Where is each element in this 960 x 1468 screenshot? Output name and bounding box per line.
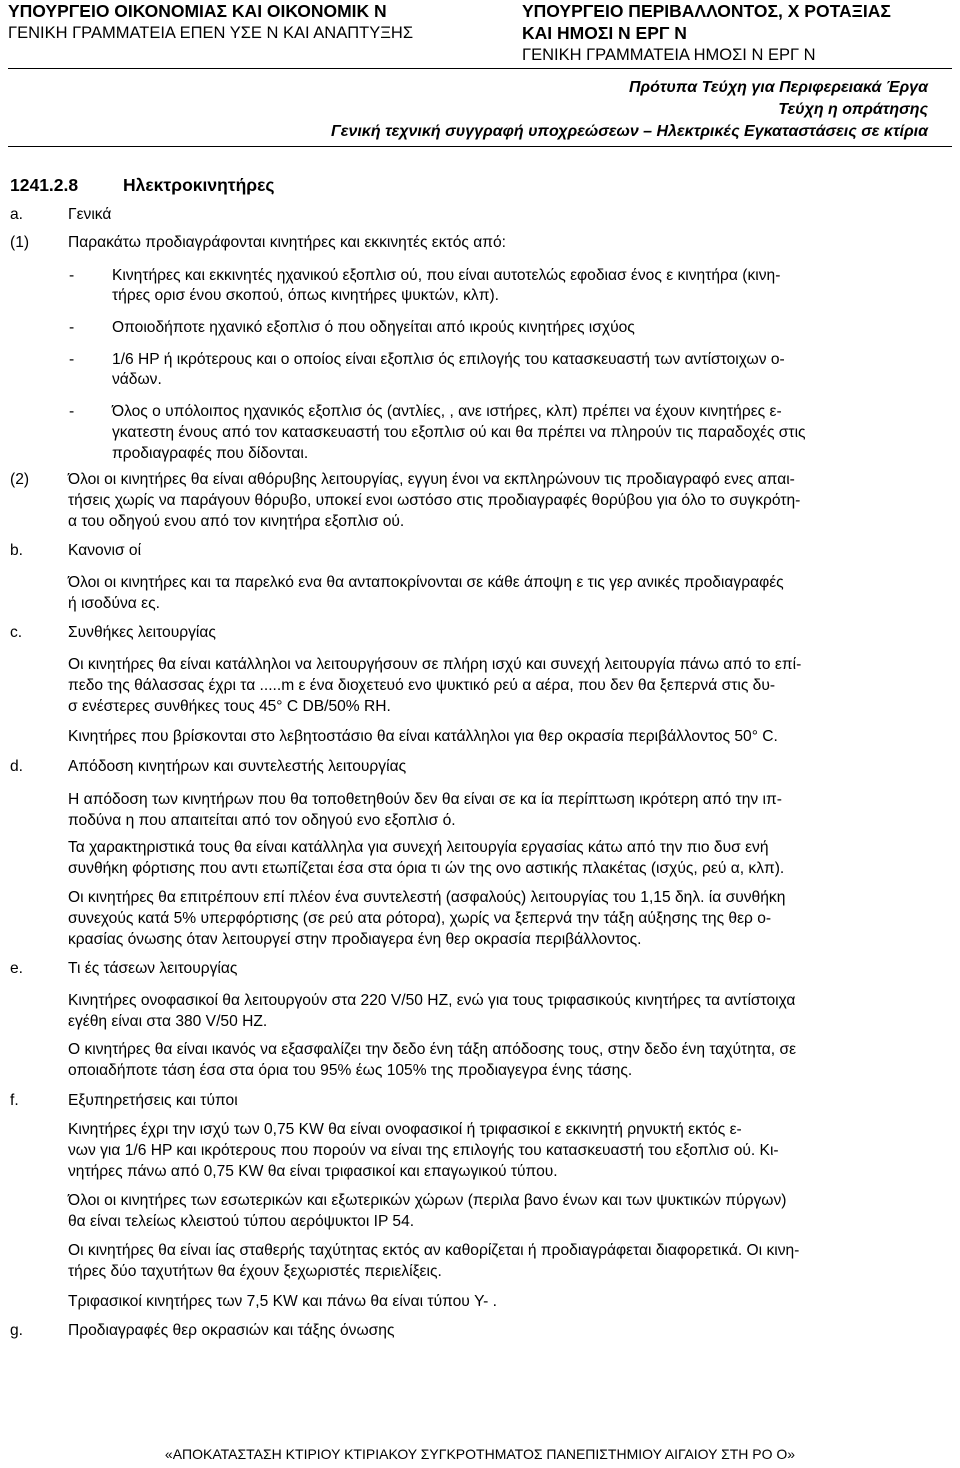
para-f2-line1: Όλοι οι κινητήρες των εσωτερικών και εξωτερικών χώρων (περιλα βανο ένων και των ψυκτικών πύργων) [68, 1192, 787, 1209]
para-d1-line1: Η απόδοση των κινητήρων που θα τοποθετηθούν δεν θα είναι σε κα ία περίπτωση ικρότερη από την ιπ- [68, 791, 782, 808]
para-d1-line2: ποδύνα η που απαιτείται από τον οδηγού ενο εξοπλισ ό. [68, 812, 456, 829]
bullet-dash: - [69, 403, 75, 420]
para-f3-line2: τήρες δύο ταχυτήτων θα έχουν ξεχωριστές περιελίξεις. [68, 1263, 442, 1280]
header-right-ministry-2: ΚΑΙ ΗΜΟΣΙ Ν ΕΡΓ Ν [522, 23, 687, 43]
item-title-g: Προδιαγραφές θερ οκρασιών και τάξης όνωσης [68, 1322, 395, 1339]
header-divider [8, 68, 952, 69]
para-e2-line2: οποιαδήποτε τάση έσα στα όρια του 95% έως 105% της προδιαγεγρα ένης τάσης. [68, 1062, 633, 1079]
para-e1-line2: εγέθη είναι στα 380 V/50 HZ. [68, 1013, 268, 1030]
bullet-1-line2: τήρες ορισ ένου σκοπού, όπως κινητήρες ψυκτών, κλπ). [112, 287, 499, 304]
para-a2-line1: Όλοι οι κινητήρες θα είναι αθόρυβης λειτουργίας, εγγυη ένοι να εκπληρώνουν τις προδιαγραφό ενες απαι- [68, 471, 795, 488]
para-num-1: (1) [10, 234, 30, 251]
item-label-b: b. [10, 542, 24, 559]
para-f3-line1: Οι κινητήρες θα είναι ίας σταθερής ταχύτητας εκτός αν καθορίζεται ή προδιαγράφεται διαφορετικά. Οι κινη- [68, 1242, 800, 1259]
page-footer: «ΑΠΟΚΑΤΑΣΤΑΣΗ ΚΤΙΡΙΟΥ ΚΤΙΡΙΑΚΟΥ ΣΥΓΚΡΟΤΗΜΑΤΟΣ ΠΑΝΕΠΙΣΤΗΜΙΟΥ ΑΙΓΑΙΟΥ ΣΤΗ ΡΟ Ο» [164, 1446, 796, 1462]
para-b-line1: Όλοι οι κινητήρες και τα παρελκό ενα θα ανταποκρίνονται σε κάθε άποψη ε τις γερ ανικές προδιαγραφές [68, 574, 784, 591]
para-e2-line1: Ο κινητήρες θα είναι ικανός να εξασφαλίζει την δεδο ένη τάξη απόδοσης τους, στην δεδο ένη ταχύτητα, σε [68, 1041, 797, 1058]
subheader-divider [8, 146, 952, 147]
para-e1-line1: Κινητήρες ονοφασικοί θα λειτουργούν στα 220 V/50 HZ, ενώ για τους τριφασικούς κινητήρες τα αντίστοιχα [68, 992, 796, 1009]
bullet-3-line2: νάδων. [112, 371, 162, 388]
para-num-2: (2) [10, 471, 30, 488]
para-a1-text: Παρακάτω προδιαγράφονται κινητήρες και εκκινητές εκτός από: [68, 234, 507, 251]
bullet-1-line1: Κινητήρες και εκκινητές ηχανικού εξοπλισ ού, που είναι αυτοτελώς εφοδιασ ένος ε κινητήρα (κινη- [112, 267, 781, 284]
para-c1-line1: Οι κινητήρες θα είναι κατάλληλοι να λειτουργήσουν σε πλήρη ισχύ και συνεχή λειτουργία πάνω από το επί- [68, 656, 802, 673]
item-label-c: c. [10, 624, 23, 641]
item-label-f: f. [10, 1092, 19, 1109]
bullet-dash: - [69, 351, 75, 368]
para-d3-line2: συνεχούς κατά 5% υπερφόρτισης (σε ρεύ ατα ρότορα), χωρίς να ξεπερνά την τάξη αύξησης της θερ ο- [68, 910, 772, 927]
para-f1-line1: Κινητήρες έχρι την ισχύ των 0,75 KW θα είναι ονοφασικοί ή τριφασικοί ε εκκινητή ρηνυκτή εκτός ε- [68, 1121, 742, 1138]
para-f1-line3: νητήρες πάνω από 0,75 KW θα είναι τριφασικοί και επαγωγικού τύπου. [68, 1163, 558, 1180]
bullet-2-line1: Οποιοδήποτε ηχανικό εξοπλισ ό που οδηγείται από ικρούς κινητήρες ισχύος [112, 319, 635, 336]
item-label-g: g. [10, 1322, 24, 1339]
header-right-secretariat: ΓΕΝΙΚΗ ΓΡΑΜΜΑΤΕΙΑ ΗΜΟΣΙ Ν ΕΡΓ Ν [522, 46, 816, 64]
bullet-dash: - [69, 267, 75, 284]
subheader-line3: Γενική τεχνική συγγραφή υποχρεώσεων – Ηλεκτρικές Εγκαταστάσεις σε κτίρια [331, 123, 928, 140]
para-d3-line3: κρασίας όνωσης όταν λειτουργεί στην προδιαγερα ένη θερ οκρασία περιβάλλοντος. [68, 931, 642, 948]
section-title: Ηλεκτροκινητήρες [123, 175, 275, 195]
header-left-ministry: ΥΠΟΥΡΓΕΙΟ ΟΙΚΟΝΟΜΙΑΣ ΚΑΙ ΟΙΚΟΝΟΜΙΚ Ν [8, 1, 387, 21]
para-a2-line2: τήσεις χωρίς να παράγουν θόρυβο, υποκεί ενοι ωστόσο στις προδιαγραφές θορύβου για όλο το συγκρότη- [68, 492, 801, 509]
item-label-e: e. [10, 960, 24, 977]
item-title-c: Συνθήκες λειτουργίας [68, 624, 216, 641]
item-label-a: a. [10, 206, 24, 223]
para-f2-line2: θα είναι τελείως κλειστού τύπου αερόψυκτοι IP 54. [68, 1213, 415, 1230]
para-c1-line3: σ ενέστερες συνθήκες τους 45° C DB/50% RH. [68, 698, 391, 715]
para-f4: Τριφασικοί κινητήρες των 7,5 KW και πάνω θα είναι τύπου Y- . [68, 1293, 497, 1310]
bullet-4-line3: προδιαγραφές που δίδονται. [112, 445, 309, 462]
para-c1-line2: πεδο της θάλασσας έχρι τα .....m ε ένα διοχετευό ενο ψυκτικό ρεύ α αέρα, που δεν θα ξεπερνά στις δυ- [68, 677, 776, 694]
para-d3-line1: Οι κινητήρες θα επιτρέπουν επί πλέον ένα συντελεστή (ασφαλούς) λειτουργίας του 1,15 δηλ. ία συνθήκη [68, 889, 786, 906]
para-a2-line3: α του οδηγού ενου από τον κινητήρα εξοπλισ ού. [68, 513, 405, 530]
header-right-ministry: ΥΠΟΥΡΓΕΙΟ ΠΕΡΙΒΑΛΛΟΝΤΟΣ, Χ ΡΟΤΑΞΙΑΣ [522, 1, 891, 21]
item-title-d: Απόδοση κινητήρων και συντελεστής λειτουργίας [68, 758, 407, 775]
bullet-dash: - [69, 319, 75, 336]
para-b-line2: ή ισοδύνα ες. [68, 595, 160, 612]
bullet-4-line2: γκατεστη ένους από τον κατασκευαστή του εξοπλισ ού και θα πρέπει να πληρούν τις παραδοχές στις [112, 424, 806, 441]
bullet-4-line1: Όλος ο υπόλοιπος ηχανικός εξοπλισ ός (αντλίες, , ανε ιστήρες, κλπ) πρέπει να έχουν κινητήρες ε- [112, 403, 782, 420]
subheader-line2: Τεύχη η οπράτησης [778, 101, 928, 118]
item-title-e: Τι ές τάσεων λειτουργίας [68, 960, 238, 977]
bullet-3-line1: 1/6 HP ή ικρότερους και ο οποίος είναι εξοπλισ ός επιλογής του κατασκευαστή των αντίστοιχων ο- [112, 351, 785, 368]
item-title-f: Εξυπηρετήσεις και τύποι [68, 1092, 238, 1109]
para-f1-line2: νων για 1/6 HP και ικρότερους που πορούν να είναι της επιλογής του κατασκευαστή του εξοπλισ ού. Κι- [68, 1142, 779, 1159]
subheader-line1: Πρότυπα Τεύχη για Περιφερειακά Έργα [628, 79, 928, 96]
para-d2-line1: Τα χαρακτηριστικά τους θα είναι κατάλληλα για συνεχή λειτουργία εργασίας κάτω από την πιο δυσ ενή [68, 839, 769, 856]
para-d2-line2: συνθήκη φόρτισης που αντι ετωπίζεται έσα στα όρια τι ών της ονο αστικής πλακέτας (ισχύς, ρεύ α, κλπ). [68, 860, 785, 877]
item-title-a: Γενικά [68, 206, 112, 223]
item-label-d: d. [10, 758, 24, 775]
item-title-b: Κανονισ οί [68, 542, 142, 559]
section-number: 1241.2.8 [10, 175, 79, 195]
header-left-secretariat: ΓΕΝΙΚΗ ΓΡΑΜΜΑΤΕΙΑ ΕΠΕΝ ΥΣΕ Ν ΚΑΙ ΑΝΑΠΤΥΞΗΣ [8, 24, 414, 42]
para-c2: Κινητήρες που βρίσκονται στο λεβητοστάσιο θα είναι κατάλληλοι για θερ οκρασία περιβάλλοντος 50° C. [68, 728, 778, 745]
